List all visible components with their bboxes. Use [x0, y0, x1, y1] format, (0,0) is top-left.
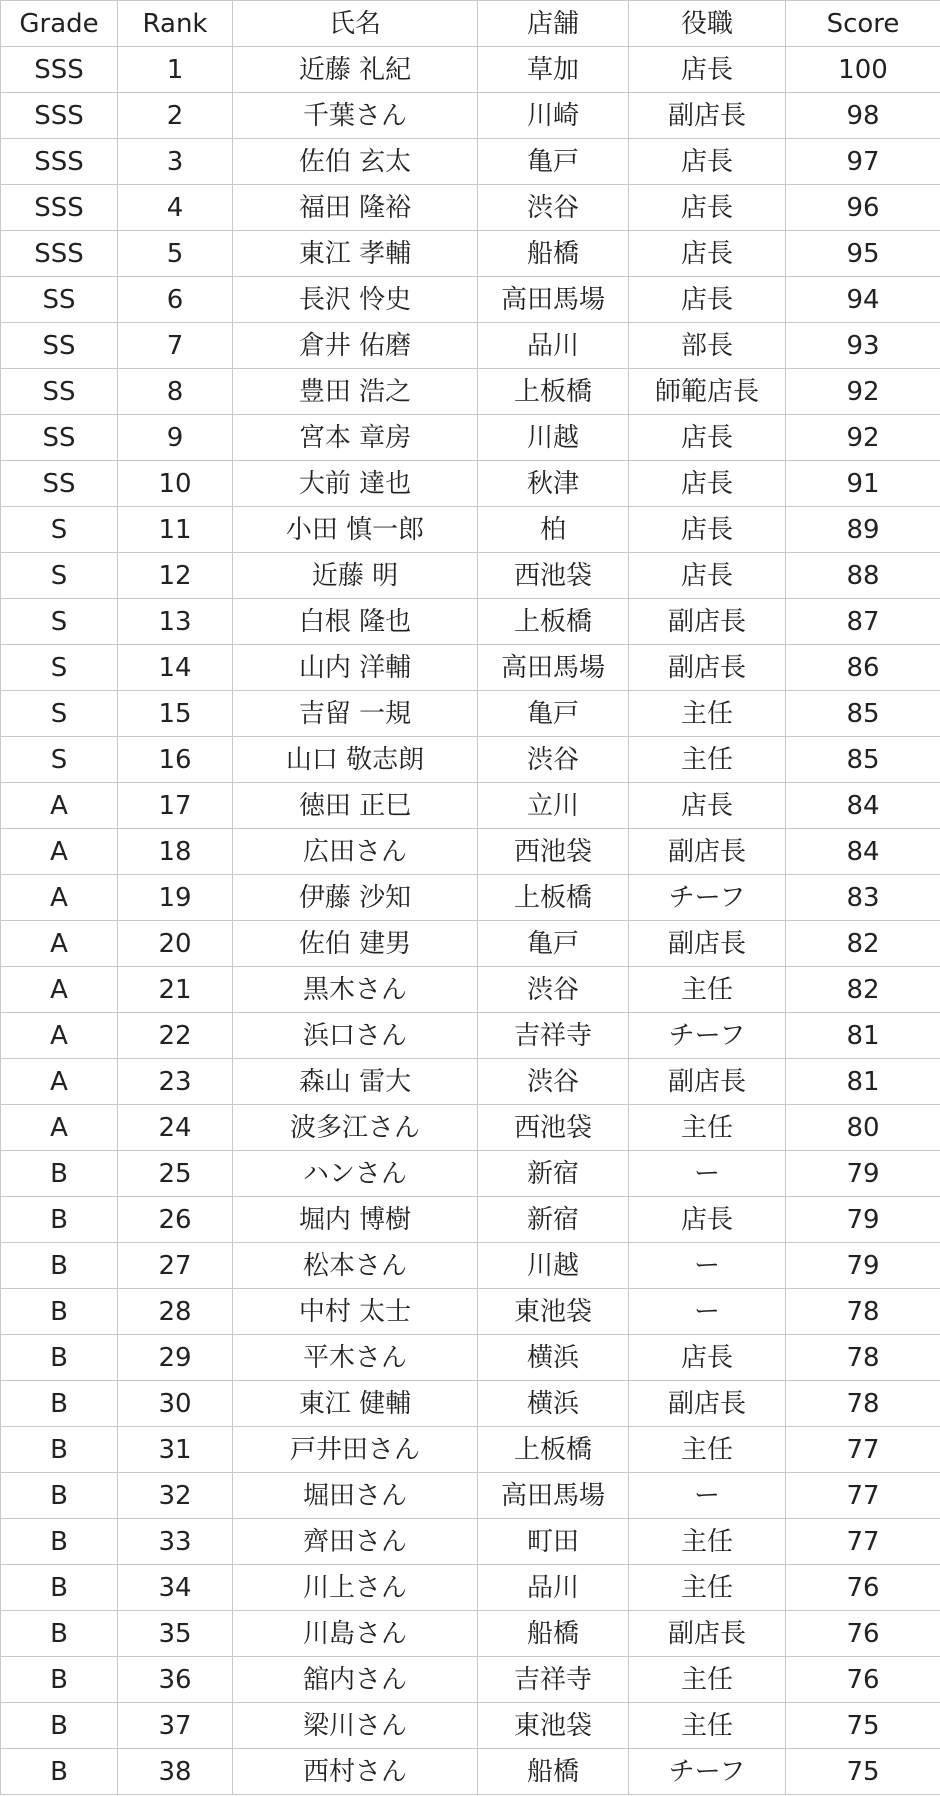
cell-rank: 21	[118, 967, 233, 1013]
cell-name: 平木さん	[233, 1335, 478, 1381]
cell-role: 副店長	[629, 1611, 786, 1657]
cell-store: 高田馬場	[478, 277, 629, 323]
table-row	[1, 1427, 940, 1473]
cell-grade: A	[1, 1059, 118, 1105]
cell-name: 宮本 章房	[233, 415, 478, 461]
table-row	[1, 415, 940, 461]
cell-role: 主任	[629, 691, 786, 737]
cell-grade: A	[1, 1105, 118, 1151]
cell-grade: SS	[1, 323, 118, 369]
cell-name: 吉留 一規	[233, 691, 478, 737]
cell-rank: 27	[118, 1243, 233, 1289]
column-header-name: 氏名	[233, 1, 478, 47]
cell-name: 浜口さん	[233, 1013, 478, 1059]
table-header-row	[1, 1, 940, 47]
cell-score: 96	[786, 185, 940, 231]
cell-name: 豊田 浩之	[233, 369, 478, 415]
cell-grade: A	[1, 921, 118, 967]
cell-grade: B	[1, 1611, 118, 1657]
cell-role: チーフ	[629, 1749, 786, 1795]
cell-grade: S	[1, 691, 118, 737]
cell-role: 店長	[629, 47, 786, 93]
cell-rank: 15	[118, 691, 233, 737]
cell-role: 店長	[629, 277, 786, 323]
cell-rank: 36	[118, 1657, 233, 1703]
cell-score: 81	[786, 1059, 940, 1105]
cell-rank: 33	[118, 1519, 233, 1565]
cell-rank: 8	[118, 369, 233, 415]
cell-name: 近藤 明	[233, 553, 478, 599]
cell-store: 町田	[478, 1519, 629, 1565]
cell-role: ー	[629, 1243, 786, 1289]
cell-role: 主任	[629, 1105, 786, 1151]
cell-rank: 22	[118, 1013, 233, 1059]
table-row	[1, 323, 940, 369]
cell-grade: B	[1, 1243, 118, 1289]
cell-store: 秋津	[478, 461, 629, 507]
cell-name: 梁川さん	[233, 1703, 478, 1749]
cell-store: 柏	[478, 507, 629, 553]
cell-store: 立川	[478, 783, 629, 829]
cell-score: 79	[786, 1243, 940, 1289]
table-row	[1, 1151, 940, 1197]
table-row	[1, 1197, 940, 1243]
cell-store: 上板橋	[478, 875, 629, 921]
cell-grade: SSS	[1, 93, 118, 139]
cell-store: 船橋	[478, 1611, 629, 1657]
cell-role: 店長	[629, 231, 786, 277]
table-row	[1, 1473, 940, 1519]
table-row	[1, 507, 940, 553]
cell-store: 品川	[478, 1565, 629, 1611]
cell-store: 上板橋	[478, 599, 629, 645]
cell-role: 主任	[629, 1657, 786, 1703]
cell-score: 91	[786, 461, 940, 507]
cell-store: 東池袋	[478, 1289, 629, 1335]
cell-name: 千葉さん	[233, 93, 478, 139]
cell-name: 中村 太士	[233, 1289, 478, 1335]
table-row	[1, 47, 940, 93]
cell-rank: 38	[118, 1749, 233, 1795]
table-row	[1, 783, 940, 829]
cell-role: 店長	[629, 1335, 786, 1381]
cell-name: 西村さん	[233, 1749, 478, 1795]
cell-role: 店長	[629, 415, 786, 461]
cell-store: 高田馬場	[478, 645, 629, 691]
table-row	[1, 1013, 940, 1059]
table-row	[1, 369, 940, 415]
table-row	[1, 1611, 940, 1657]
cell-role: 店長	[629, 783, 786, 829]
cell-grade: B	[1, 1703, 118, 1749]
cell-score: 100	[786, 47, 940, 93]
cell-rank: 23	[118, 1059, 233, 1105]
cell-grade: B	[1, 1289, 118, 1335]
cell-score: 94	[786, 277, 940, 323]
cell-store: 吉祥寺	[478, 1013, 629, 1059]
cell-score: 79	[786, 1151, 940, 1197]
cell-score: 86	[786, 645, 940, 691]
cell-rank: 10	[118, 461, 233, 507]
table-row	[1, 1059, 940, 1105]
cell-rank: 29	[118, 1335, 233, 1381]
cell-score: 75	[786, 1703, 940, 1749]
cell-store: 亀戸	[478, 691, 629, 737]
cell-grade: S	[1, 599, 118, 645]
cell-score: 77	[786, 1427, 940, 1473]
cell-score: 85	[786, 737, 940, 783]
cell-grade: S	[1, 507, 118, 553]
cell-grade: A	[1, 1013, 118, 1059]
cell-store: 渋谷	[478, 967, 629, 1013]
table-row	[1, 1243, 940, 1289]
cell-name: 堀田さん	[233, 1473, 478, 1519]
cell-grade: SS	[1, 277, 118, 323]
cell-name: 小田 慎一郎	[233, 507, 478, 553]
cell-rank: 19	[118, 875, 233, 921]
cell-store: 新宿	[478, 1151, 629, 1197]
cell-name: 伊藤 沙知	[233, 875, 478, 921]
cell-score: 78	[786, 1335, 940, 1381]
cell-store: 川越	[478, 1243, 629, 1289]
table-row	[1, 93, 940, 139]
table-row	[1, 553, 940, 599]
cell-grade: B	[1, 1335, 118, 1381]
cell-score: 79	[786, 1197, 940, 1243]
cell-role: 店長	[629, 553, 786, 599]
table-row	[1, 967, 940, 1013]
cell-role: 部長	[629, 323, 786, 369]
cell-name: 大前 達也	[233, 461, 478, 507]
cell-grade: SSS	[1, 231, 118, 277]
cell-rank: 18	[118, 829, 233, 875]
cell-grade: SSS	[1, 185, 118, 231]
cell-name: 川島さん	[233, 1611, 478, 1657]
cell-name: 堀内 博樹	[233, 1197, 478, 1243]
cell-store: 新宿	[478, 1197, 629, 1243]
cell-name: 福田 隆裕	[233, 185, 478, 231]
table-row	[1, 829, 940, 875]
cell-grade: B	[1, 1657, 118, 1703]
table-row	[1, 599, 940, 645]
cell-store: 西池袋	[478, 1105, 629, 1151]
cell-store: 上板橋	[478, 1427, 629, 1473]
cell-grade: SS	[1, 415, 118, 461]
table-row	[1, 1749, 940, 1795]
cell-rank: 35	[118, 1611, 233, 1657]
cell-score: 93	[786, 323, 940, 369]
cell-grade: S	[1, 553, 118, 599]
cell-name: 山内 洋輔	[233, 645, 478, 691]
table-row	[1, 1657, 940, 1703]
cell-score: 77	[786, 1519, 940, 1565]
table-row	[1, 1703, 940, 1749]
table-row	[1, 1289, 940, 1335]
column-header-store: 店舗	[478, 1, 629, 47]
cell-name: 戸井田さん	[233, 1427, 478, 1473]
cell-score: 82	[786, 921, 940, 967]
table-row	[1, 1519, 940, 1565]
cell-store: 西池袋	[478, 553, 629, 599]
cell-score: 88	[786, 553, 940, 599]
table-body	[1, 47, 940, 1795]
cell-name: ハンさん	[233, 1151, 478, 1197]
table-row	[1, 691, 940, 737]
cell-score: 95	[786, 231, 940, 277]
cell-store: 吉祥寺	[478, 1657, 629, 1703]
cell-store: 渋谷	[478, 185, 629, 231]
cell-name: 山口 敬志朗	[233, 737, 478, 783]
cell-grade: A	[1, 829, 118, 875]
cell-store: 上板橋	[478, 369, 629, 415]
cell-grade: SS	[1, 461, 118, 507]
cell-rank: 5	[118, 231, 233, 277]
cell-rank: 4	[118, 185, 233, 231]
cell-role: 副店長	[629, 921, 786, 967]
cell-rank: 9	[118, 415, 233, 461]
cell-score: 97	[786, 139, 940, 185]
table-row	[1, 185, 940, 231]
cell-score: 77	[786, 1473, 940, 1519]
cell-store: 品川	[478, 323, 629, 369]
cell-rank: 6	[118, 277, 233, 323]
cell-role: 店長	[629, 185, 786, 231]
cell-score: 87	[786, 599, 940, 645]
cell-store: 亀戸	[478, 921, 629, 967]
column-header-grade: Grade	[1, 1, 118, 47]
cell-role: 店長	[629, 507, 786, 553]
cell-grade: S	[1, 737, 118, 783]
cell-role: 師範店長	[629, 369, 786, 415]
cell-grade: S	[1, 645, 118, 691]
cell-rank: 20	[118, 921, 233, 967]
cell-role: 副店長	[629, 93, 786, 139]
cell-score: 84	[786, 829, 940, 875]
cell-role: 副店長	[629, 645, 786, 691]
cell-rank: 34	[118, 1565, 233, 1611]
cell-role: チーフ	[629, 875, 786, 921]
cell-rank: 30	[118, 1381, 233, 1427]
cell-score: 84	[786, 783, 940, 829]
cell-role: ー	[629, 1289, 786, 1335]
cell-score: 92	[786, 369, 940, 415]
table-row	[1, 231, 940, 277]
cell-grade: SSS	[1, 47, 118, 93]
cell-name: 徳田 正巳	[233, 783, 478, 829]
cell-store: 横浜	[478, 1335, 629, 1381]
column-header-score: Score	[786, 1, 940, 47]
cell-rank: 3	[118, 139, 233, 185]
cell-rank: 2	[118, 93, 233, 139]
table-row	[1, 875, 940, 921]
cell-role: 副店長	[629, 1381, 786, 1427]
cell-role: 主任	[629, 1427, 786, 1473]
table-row	[1, 139, 940, 185]
column-header-rank: Rank	[118, 1, 233, 47]
cell-score: 76	[786, 1565, 940, 1611]
cell-store: 草加	[478, 47, 629, 93]
cell-name: 白根 隆也	[233, 599, 478, 645]
cell-store: 西池袋	[478, 829, 629, 875]
cell-store: 渋谷	[478, 737, 629, 783]
cell-name: 波多江さん	[233, 1105, 478, 1151]
cell-name: 東江 孝輔	[233, 231, 478, 277]
cell-rank: 25	[118, 1151, 233, 1197]
cell-role: 副店長	[629, 599, 786, 645]
table-row	[1, 1381, 940, 1427]
cell-role: チーフ	[629, 1013, 786, 1059]
cell-name: 佐伯 玄太	[233, 139, 478, 185]
cell-score: 78	[786, 1289, 940, 1335]
table-row	[1, 1565, 940, 1611]
cell-name: 齊田さん	[233, 1519, 478, 1565]
cell-role: 主任	[629, 967, 786, 1013]
cell-rank: 14	[118, 645, 233, 691]
cell-name: 松本さん	[233, 1243, 478, 1289]
cell-score: 76	[786, 1657, 940, 1703]
cell-score: 82	[786, 967, 940, 1013]
cell-name: 倉井 佑磨	[233, 323, 478, 369]
cell-role: 主任	[629, 737, 786, 783]
cell-store: 船橋	[478, 231, 629, 277]
cell-score: 76	[786, 1611, 940, 1657]
cell-rank: 37	[118, 1703, 233, 1749]
cell-store: 船橋	[478, 1749, 629, 1795]
cell-name: 黒木さん	[233, 967, 478, 1013]
cell-name: 近藤 礼紀	[233, 47, 478, 93]
cell-name: 広田さん	[233, 829, 478, 875]
cell-score: 98	[786, 93, 940, 139]
cell-rank: 26	[118, 1197, 233, 1243]
cell-role: 主任	[629, 1519, 786, 1565]
cell-grade: A	[1, 967, 118, 1013]
cell-rank: 12	[118, 553, 233, 599]
cell-rank: 1	[118, 47, 233, 93]
cell-role: 主任	[629, 1703, 786, 1749]
cell-rank: 31	[118, 1427, 233, 1473]
cell-rank: 7	[118, 323, 233, 369]
cell-name: 長沢 怜史	[233, 277, 478, 323]
table-row	[1, 1105, 940, 1151]
cell-grade: B	[1, 1473, 118, 1519]
cell-name: 舘内さん	[233, 1657, 478, 1703]
column-header-role: 役職	[629, 1, 786, 47]
cell-grade: B	[1, 1197, 118, 1243]
cell-role: 主任	[629, 1565, 786, 1611]
cell-grade: B	[1, 1565, 118, 1611]
cell-store: 川崎	[478, 93, 629, 139]
cell-score: 78	[786, 1381, 940, 1427]
cell-role: 店長	[629, 461, 786, 507]
cell-rank: 13	[118, 599, 233, 645]
table-row	[1, 645, 940, 691]
cell-role: ー	[629, 1473, 786, 1519]
cell-grade: A	[1, 783, 118, 829]
cell-role: ー	[629, 1151, 786, 1197]
table-row	[1, 461, 940, 507]
cell-name: 佐伯 建男	[233, 921, 478, 967]
cell-name: 森山 雷大	[233, 1059, 478, 1105]
cell-score: 92	[786, 415, 940, 461]
cell-role: 店長	[629, 1197, 786, 1243]
cell-grade: B	[1, 1427, 118, 1473]
table-row	[1, 277, 940, 323]
cell-grade: B	[1, 1519, 118, 1565]
cell-grade: B	[1, 1381, 118, 1427]
cell-store: 亀戸	[478, 139, 629, 185]
cell-score: 80	[786, 1105, 940, 1151]
table-row	[1, 1335, 940, 1381]
cell-store: 高田馬場	[478, 1473, 629, 1519]
cell-store: 川越	[478, 415, 629, 461]
cell-name: 川上さん	[233, 1565, 478, 1611]
cell-grade: B	[1, 1151, 118, 1197]
cell-score: 75	[786, 1749, 940, 1795]
cell-rank: 32	[118, 1473, 233, 1519]
cell-score: 89	[786, 507, 940, 553]
cell-score: 81	[786, 1013, 940, 1059]
cell-store: 東池袋	[478, 1703, 629, 1749]
cell-rank: 11	[118, 507, 233, 553]
cell-role: 店長	[629, 139, 786, 185]
cell-store: 横浜	[478, 1381, 629, 1427]
cell-store: 渋谷	[478, 1059, 629, 1105]
cell-rank: 24	[118, 1105, 233, 1151]
cell-grade: SS	[1, 369, 118, 415]
cell-rank: 16	[118, 737, 233, 783]
table-row	[1, 737, 940, 783]
table-row	[1, 921, 940, 967]
cell-rank: 17	[118, 783, 233, 829]
cell-role: 副店長	[629, 1059, 786, 1105]
cell-score: 83	[786, 875, 940, 921]
cell-role: 副店長	[629, 829, 786, 875]
cell-rank: 28	[118, 1289, 233, 1335]
cell-grade: A	[1, 875, 118, 921]
cell-score: 85	[786, 691, 940, 737]
cell-grade: SSS	[1, 139, 118, 185]
cell-grade: B	[1, 1749, 118, 1795]
cell-name: 東江 健輔	[233, 1381, 478, 1427]
